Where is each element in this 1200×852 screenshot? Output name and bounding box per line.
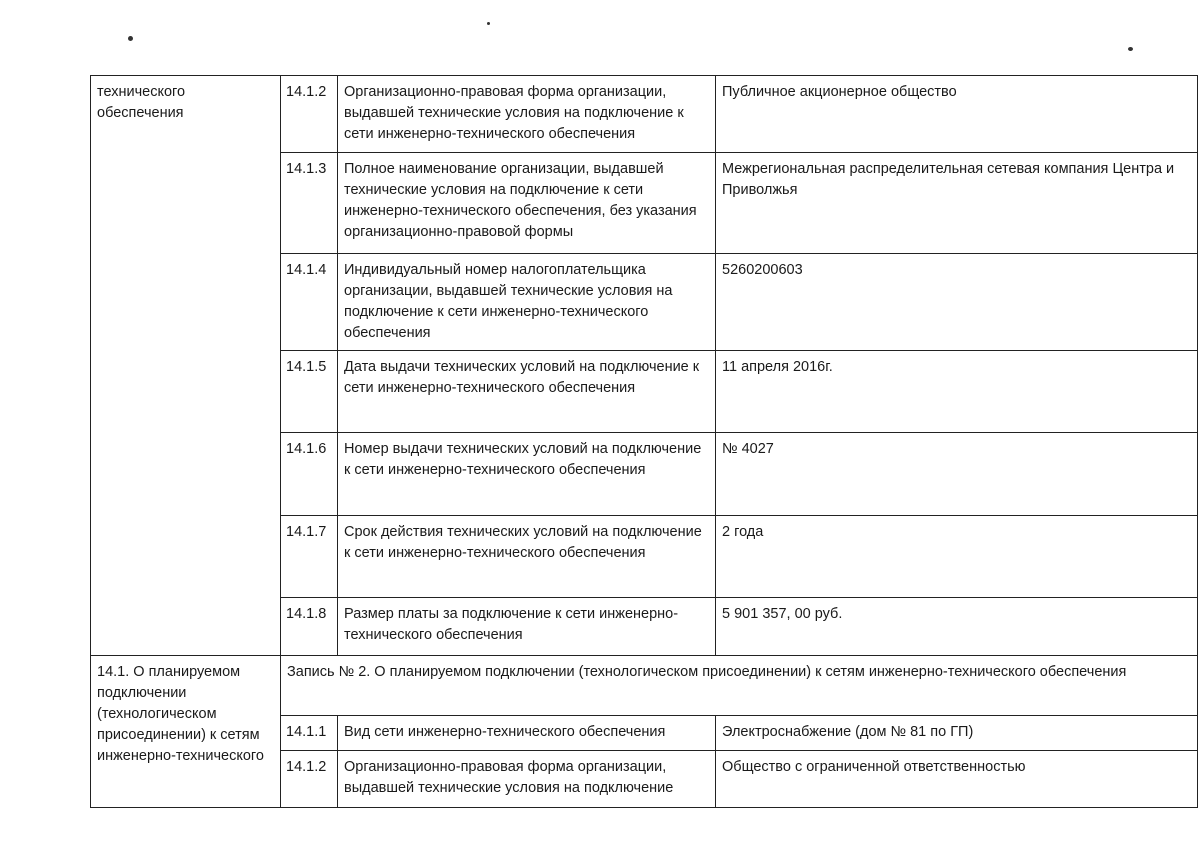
row-label: Организационно-правовая форма организации, выдавшей технические условия на подключение (338, 751, 716, 808)
table-row (91, 76, 1198, 153)
row-number: 14.1.3 (281, 153, 338, 254)
row-label: Вид сети инженерно-технического обеспечения (338, 716, 716, 751)
row-value: Межрегиональная распределительная сетевая компания Центра и Приволжья (716, 153, 1198, 254)
scan-speck (487, 22, 490, 25)
row-label: Номер выдачи технических условий на подключение к сети инженерно-технического обеспечения (338, 433, 716, 516)
row-number: 14.1.5 (281, 351, 338, 433)
row-value: Общество с ограниченной ответственностью (716, 751, 1198, 808)
row-value: 5260200603 (716, 254, 1198, 351)
row-number: 14.1.2 (281, 76, 338, 153)
row-label: Организационно-правовая форма организации, выдавшей технические условия на подключение к сети инженерно-технического обеспечения (338, 76, 716, 153)
record-header-row (91, 656, 1198, 716)
row-number: 14.1.8 (281, 598, 338, 656)
row-label: Размер платы за подключение к сети инженерно-технического обеспечения (338, 598, 716, 656)
row-value: 11 апреля 2016г. (716, 351, 1198, 433)
tech-conditions-table (90, 75, 1198, 808)
row-value: Электроснабжение (дом № 81 по ГП) (716, 716, 1198, 751)
section-label: технического обеспечения (91, 76, 281, 656)
row-label: Дата выдачи технических условий на подключение к сети инженерно-технического обеспечения (338, 351, 716, 433)
row-label: Индивидуальный номер налогоплательщика организации, выдавшей технические условия на подключение к сети инженерно-технического обеспечения (338, 254, 716, 351)
section-label: 14.1. О планируемом подключении (технологическом присоединении) к сетям инженерно-технического (91, 656, 281, 808)
row-value: Публичное акционерное общество (716, 76, 1198, 153)
row-number: 14.1.6 (281, 433, 338, 516)
row-number: 14.1.1 (281, 716, 338, 751)
scan-speck (1128, 47, 1133, 51)
row-label: Полное наименование организации, выдавшей технические условия на подключение к сети инженерно-технического обеспечения, без указания организационно-правовой формы (338, 153, 716, 254)
row-value: № 4027 (716, 433, 1198, 516)
row-number: 14.1.7 (281, 516, 338, 598)
row-number: 14.1.4 (281, 254, 338, 351)
scan-speck (128, 36, 133, 41)
record-header: Запись № 2. О планируемом подключении (технологическом присоединении) к сетям инженерно-технического обеспечения (281, 656, 1198, 716)
row-number: 14.1.2 (281, 751, 338, 808)
row-value: 2 года (716, 516, 1198, 598)
row-value: 5 901 357, 00 руб. (716, 598, 1198, 656)
row-label: Срок действия технических условий на подключение к сети инженерно-технического обеспечения (338, 516, 716, 598)
